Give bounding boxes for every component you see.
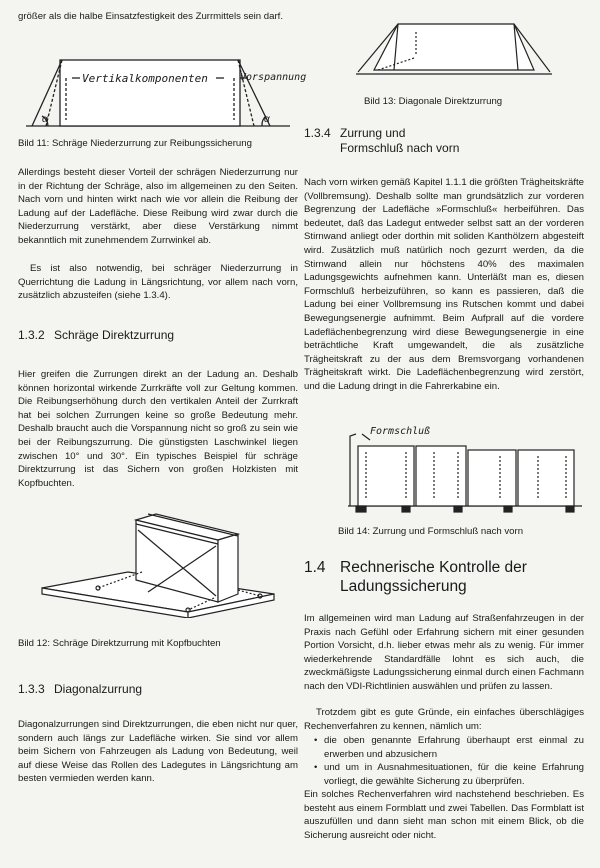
- figure-11-drawing: [18, 48, 298, 132]
- section-heading-1-3-4: [304, 126, 584, 156]
- section-number: 1.4: [304, 559, 326, 576]
- figure-13-caption: Bild 13: Diagonale Direktzurrung: [364, 96, 503, 107]
- label-vorspannung: Vorspannung: [240, 72, 307, 83]
- section-title-line-1: Zurrung und: [340, 126, 406, 140]
- paragraph-4: Diagonalzurrungen sind Direktzurrungen, die eben nicht nur quer, sondern auch längs zur Ladefläche wirken. Sie sind vor allem beim Sichern von Fahrzeugen als Ladung von Bedeutung, weil auf diese Weise das Rollen des Ladegutes in Längsrichtung am besten vermieden werden kann.: [18, 719, 298, 785]
- figure-11-caption: Bild 11: Schräge Niederzurrung zur Reibungssicherung: [18, 138, 252, 149]
- label-alpha-left: α: [42, 114, 48, 125]
- bullet-list: [304, 734, 584, 788]
- section-heading-1-4: [304, 558, 584, 596]
- figure-14: [304, 426, 584, 516]
- figure-12-caption: Bild 12: Schräge Direktzurrung mit Kopfbuchten: [18, 638, 221, 649]
- section-number: 1.3.2: [18, 328, 45, 342]
- list-item: • und um in Ausnahmesituationen, für die keine Erfahrung vorliegt, die gewählte Sicherung zu überprüfen.: [314, 761, 584, 788]
- intro-text: größer als die halbe Einsatzfestigkeit des Zurrmittels sein darf.: [18, 11, 284, 22]
- section-number: 1.3.4: [304, 126, 331, 140]
- figure-14-drawing: [304, 426, 584, 516]
- section-title-line-1: Rechnerische Kontrolle der: [340, 559, 527, 576]
- figure-14-caption: Bild 14: Zurrung und Formschluß nach vorn: [338, 526, 524, 537]
- figure-13: [354, 14, 554, 78]
- figure-11: [18, 48, 307, 132]
- label-vertikalkomponenten: Vertikalkomponenten: [82, 72, 208, 85]
- paragraph-2: Es ist also notwendig, bei schräger Niederzurrung in Querrichtung die Ladung in Längsrichtung, vor allem nach vorn, zusätzlich abzusteifen (siehe 1.3.4).: [18, 263, 298, 302]
- section-title: Diagonalzurrung: [54, 682, 143, 696]
- paragraph-8: Ein solches Rechenverfahren wird nachstehend beschrieben. Es besteht aus einem Formblatt und zwei Tabellen. Das Formblatt ist auszufüllen und dann sieht man schon mit einem Blick, ob die Sicherung ausreicht oder nicht.: [304, 789, 584, 841]
- section-title: Schräge Direktzurrung: [54, 328, 175, 342]
- section-number: 1.3.3: [18, 682, 45, 696]
- figure-12-drawing: [38, 500, 278, 618]
- paragraph-5: Nach vorn wirken gemäß Kapitel 1.1.1 die größten Trägheitskräfte (Vollbremsung). Deshalb sollte man grundsätzlich zur vorderen Begrenzung der Ladefläche »Formschluß« herbeiführen. Das bedeutet, daß das Ladegut entweder selbst satt an der vorderen Stirnwand anliegt oder dorthin mit soliden Kanthölzern abgesteift wird. Zusätzlich muß natürlich noch gezurrt werden, da die Stirnwand allein nur höchstens 40% des maximalen Ladungsgewichts aufnehmen kann. Unterläßt man es, diesen Formschluß herbeizuführen, so kann es passieren, daß die Ladung bei einer Vollbremsung ins Rutschen kommt und dabei Bewegungsenergie aufnimmt. Beim Aufprall auf die vordere Ladeflächenbegrenzung wird diese Bewegungsenergie in eine beträchtliche Kraft umgewandelt, die als zusätzliche Trägheitskraft zu der aus dem Bremsvorgang vorhandenen Trägheitskraft wirkt. Die Ladeflächenbegrenzung wird zerstört, und die Ladung dringt in die Fahrerkabine ein.: [304, 177, 584, 392]
- paragraph-6: Im allgemeinen wird man Ladung auf Straßenfahrzeugen in der Praxis nach Gefühl oder Erfahrung sichern mit einer gesunden Portion Vorsicht, d.h. lieber etwas mehr als zu wenig. Für immer wiederkehrende Standardfälle lohnt es sich auch, die zweckmäßigste Ladungssicherung einmal durch einen Fachmann nach den VDI-Richtlinien auswählen und prüfen zu lassen.: [304, 613, 584, 692]
- figure-12: [38, 500, 278, 618]
- section-title-line-2: Formschluß nach vorn: [340, 141, 460, 155]
- figure-13-drawing: [354, 14, 554, 78]
- label-alpha-right: α: [264, 114, 270, 125]
- paragraph-3: Hier greifen die Zurrungen direkt an der Ladung an. Deshalb können horizontal wirkende Zurrkräfte voll zur Geltung kommen. Die Reibungserhöhung durch den vertikalen Anteil der Zurrkraft hat bei solchen Zurrungen keine so große Bedeutung mehr. Deshalb braucht auch die Vorspannung nicht so groß zu sein wie bei der Reibungszurrung. Die günstigsten Laschwinkel liegen zwischen 10° und 30°. Ein typisches Beispiel für schräge Direktzurrung ist das Sichern von großen Holzkisten mit Kopfbuchten.: [18, 369, 298, 489]
- section-heading-1-3-3: [18, 682, 298, 697]
- section-heading-1-3-2: [18, 328, 298, 343]
- list-item: • die oben genannte Erfahrung überhaupt erst einmal zu erwerben und abzusichern: [314, 734, 584, 761]
- label-formschluss: Formschluß: [370, 426, 431, 437]
- paragraph-1: Allerdings besteht dieser Vorteil der schrägen Niederzurrung nur in der Richtung der Schräge, also im allgemeinen zu den Seiten. Nach vorn und hinten wirkt nach wie vor allein die Reibung der Ladung auf der Ladefläche. Diese Reibung wird zwar durch die Niederzurrung verstärkt, aber diese Verstärkung nimmt bekanntlich mit zunehmendem Zurrwinkel ab.: [18, 167, 298, 246]
- paragraph-7: Trotzdem gibt es gute Gründe, ein einfaches überschlägiges Rechenverfahren zu kennen, nämlich um:: [304, 707, 584, 732]
- section-title-line-2: Ladungssicherung: [340, 578, 467, 595]
